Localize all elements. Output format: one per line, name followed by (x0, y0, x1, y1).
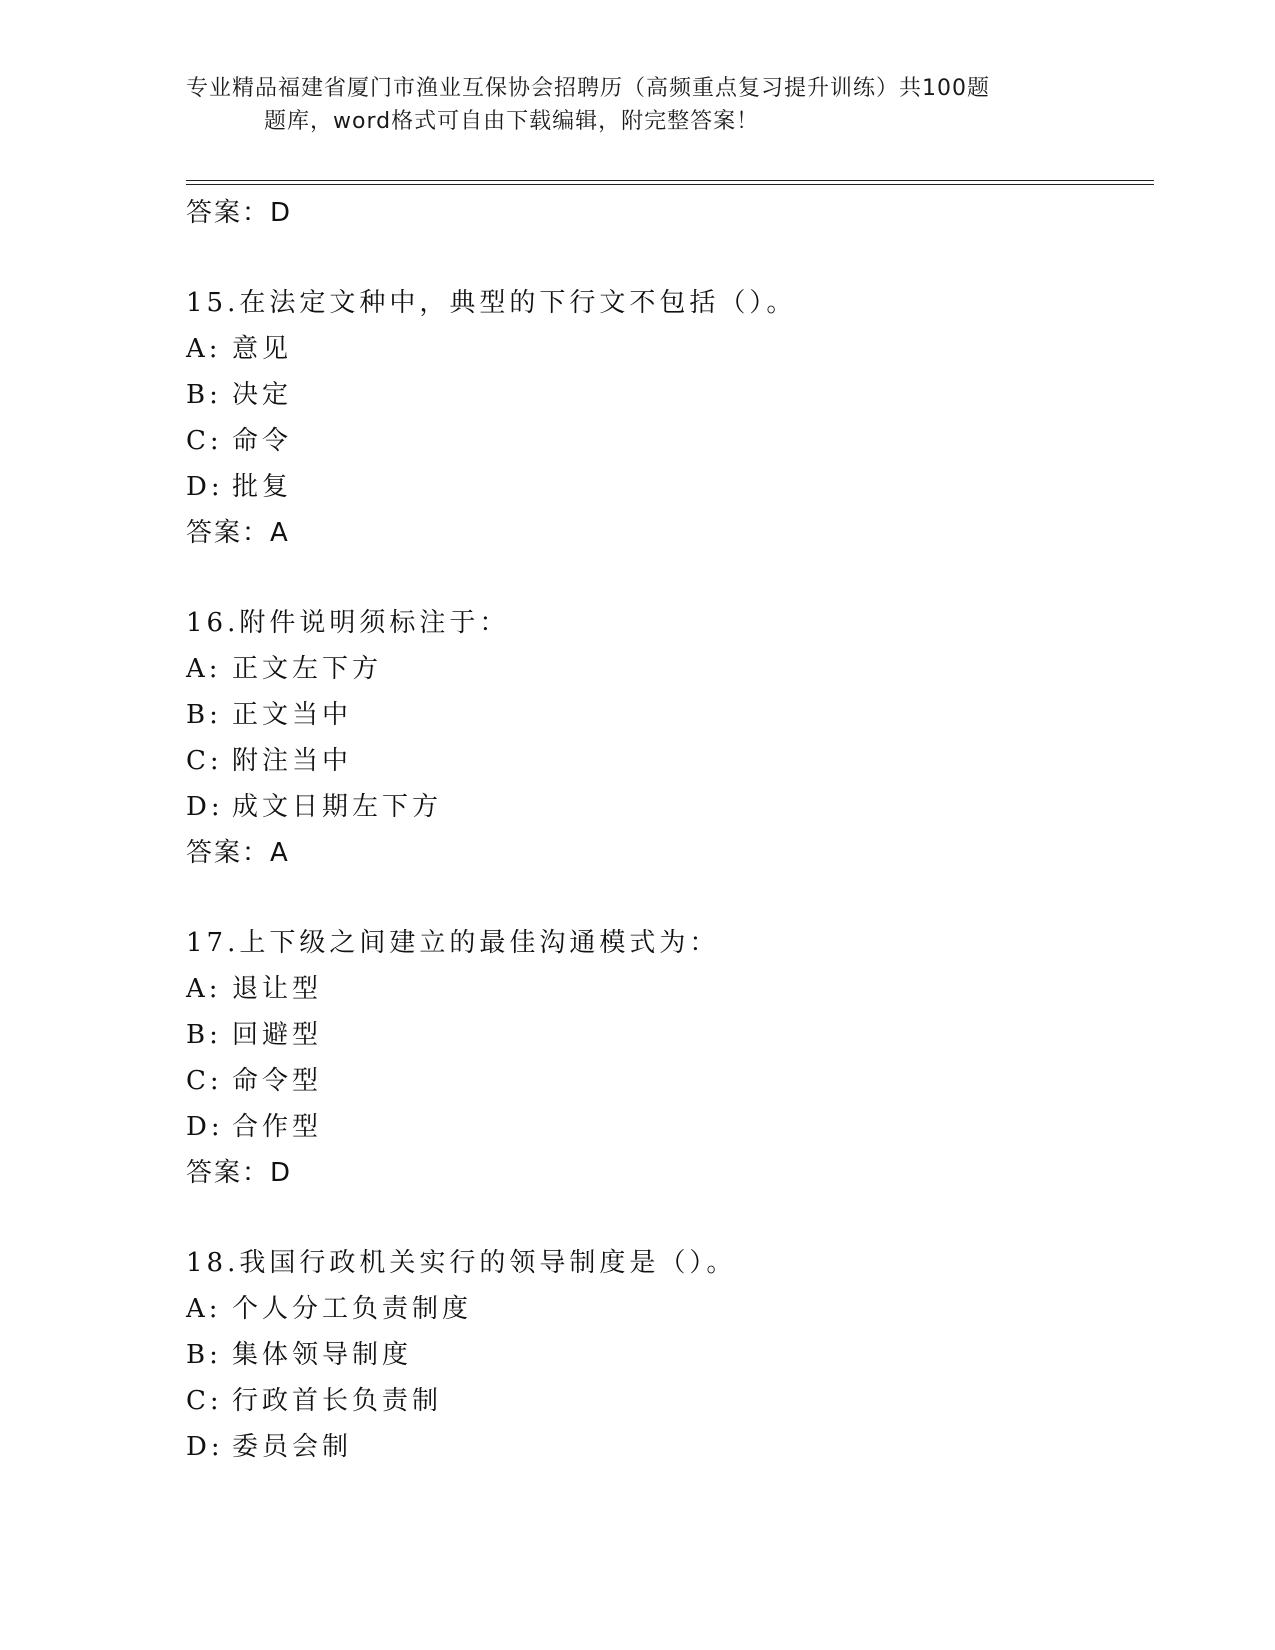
option-text: 个人分工负责制度 (232, 1294, 473, 1324)
option-letter: D: (186, 1432, 224, 1462)
option-d (186, 464, 1146, 510)
answer-17: 答案：D (186, 1158, 293, 1188)
option-letter: A: (186, 334, 222, 364)
option-text: 成文日期左下方 (232, 792, 443, 822)
option-letter: A: (186, 654, 222, 684)
header-title-line2: 题库，word格式可自由下载编辑，附完整答案！ (264, 109, 760, 134)
option-c (186, 418, 1146, 464)
header-rule-top (186, 180, 1154, 181)
option-letter: A: (186, 974, 222, 1004)
option-letter: B: (186, 1020, 222, 1050)
question-18 (186, 1240, 1146, 1470)
option-letter: D: (186, 472, 224, 502)
option-a (186, 1286, 1146, 1332)
option-text: 正文当中 (232, 700, 353, 730)
option-c (186, 1058, 1146, 1104)
option-text: 命令型 (232, 1066, 323, 1096)
option-text: 回避型 (232, 1020, 323, 1050)
option-b (186, 372, 1146, 418)
option-text: 决定 (232, 380, 293, 410)
question-stem: 18.我国行政机关实行的领导制度是（）。 (186, 1248, 737, 1278)
header-rule-bottom (186, 184, 1154, 185)
question-stem: 16.附件说明须标注于： (186, 608, 510, 638)
option-text: 意见 (232, 334, 293, 364)
option-d (186, 1424, 1146, 1470)
question-16 (186, 600, 1146, 876)
option-d (186, 1104, 1146, 1150)
option-letter: B: (186, 700, 222, 730)
answer-16: 答案：A (186, 838, 290, 868)
option-b (186, 1012, 1146, 1058)
document-header (186, 72, 1066, 138)
option-text: 委员会制 (232, 1432, 353, 1462)
option-letter: B: (186, 380, 222, 410)
option-letter: C: (186, 746, 223, 776)
answer-14: 答案：D (186, 198, 293, 228)
option-a (186, 966, 1146, 1012)
option-letter: D: (186, 792, 224, 822)
option-letter: C: (186, 1066, 223, 1096)
option-text: 合作型 (232, 1112, 323, 1142)
option-letter: C: (186, 1386, 223, 1416)
option-text: 集体领导制度 (232, 1340, 413, 1370)
option-a (186, 646, 1146, 692)
header-title-line1: 专业精品福建省厦门市渔业互保协会招聘历（高频重点复习提升训练）共100题 (186, 76, 990, 101)
option-c (186, 1378, 1146, 1424)
option-text: 退让型 (232, 974, 323, 1004)
option-a (186, 326, 1146, 372)
option-text: 附注当中 (232, 746, 353, 776)
option-letter: A: (186, 1294, 222, 1324)
option-letter: D: (186, 1112, 224, 1142)
option-letter: C: (186, 426, 223, 456)
option-text: 行政首长负责制 (232, 1386, 443, 1416)
question-17 (186, 920, 1146, 1196)
question-stem: 17.上下级之间建立的最佳沟通模式为： (186, 928, 720, 958)
question-stem: 15.在法定文种中，典型的下行文不包括（）。 (186, 288, 797, 318)
option-b (186, 1332, 1146, 1378)
option-d (186, 784, 1146, 830)
option-text: 正文左下方 (232, 654, 383, 684)
question-15 (186, 280, 1146, 556)
option-b (186, 692, 1146, 738)
question-list (186, 190, 1146, 1470)
answer-15: 答案：A (186, 518, 290, 548)
option-c (186, 738, 1146, 784)
option-text: 批复 (232, 472, 293, 502)
option-letter: B: (186, 1340, 222, 1370)
option-text: 命令 (232, 426, 293, 456)
